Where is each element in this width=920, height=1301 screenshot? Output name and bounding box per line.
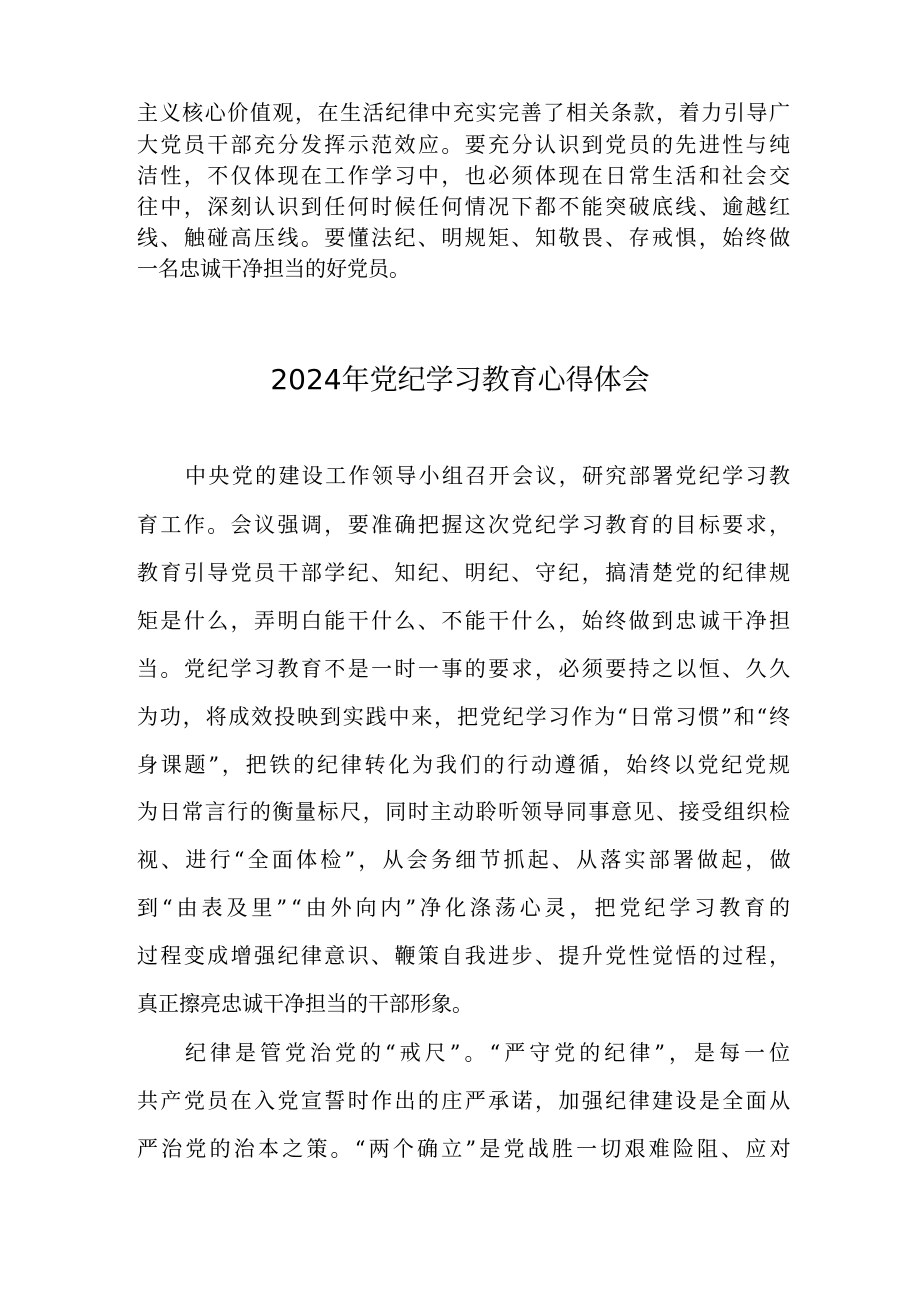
- paragraph-1-line: 身课题”，把铁的纪律转化为我们的行动遵循，始终以党纪党规: [137, 753, 793, 777]
- top-paragraph-line: 一名忠诚干净担当的好党员。: [137, 257, 410, 281]
- paragraph-2-line: 纪律是管党治党的“戒尺”。“严守党的纪律”，是每一位: [185, 1041, 794, 1065]
- paragraph-1-line: 育工作。会议强调，要准确把握这次党纪学习教育的目标要求，: [137, 513, 793, 537]
- paragraph-2-line: 共产党员在入党宣誓时作出的庄严承诺，加强纪律建设是全面从: [137, 1089, 793, 1113]
- paragraph-1-line: 真正擦亮忠诚干净担当的干部形象。: [137, 992, 473, 1016]
- paragraph-1-line: 到“由表及里”“由外向内”净化涤荡心灵，把党纪学习教育的: [137, 896, 794, 920]
- paragraph-1-line: 中央党的建设工作领导小组召开会议，研究部署党纪学习教: [185, 464, 793, 488]
- paragraph-1-line: 为功，将成效投映到实践中来，把党纪学习作为“日常习惯”和“终: [137, 705, 793, 729]
- article-title: 2024年党纪学习教育心得体会: [270, 363, 650, 396]
- paragraph-2-line: 严治党的治本之策。“两个确立”是党战胜一切艰难险阻、应对: [137, 1137, 794, 1161]
- paragraph-1-line: 教育引导党员干部学纪、知纪、明纪、守纪，搞清楚党的纪律规: [137, 561, 793, 585]
- paragraph-1-line: 视、进行“全面体检”，从会务细节抓起、从落实部署做起，做: [137, 848, 794, 872]
- paragraph-1-line: 过程变成增强纪律意识、鞭策自我进步、提升党性觉悟的过程，: [137, 944, 793, 968]
- top-paragraph-line: 主义核心价值观，在生活纪律中充实完善了相关条款，着力引导广: [137, 101, 792, 125]
- top-paragraph-line: 大党员干部充分发挥示范效应。要充分认识到党员的先进性与纯: [137, 133, 793, 157]
- paragraph-1-line: 当。党纪学习教育不是一时一事的要求，必须要持之以恒、久久: [137, 657, 793, 681]
- top-paragraph-line: 线、触碰高压线。要懂法纪、明规矩、知敬畏、存戒惧，始终做: [137, 226, 793, 250]
- paragraph-1-line: 矩是什么，弄明白能干什么、不能干什么，始终做到忠诚干净担: [137, 609, 793, 633]
- top-paragraph-line: 往中，深刻认识到任何时候任何情况下都不能突破底线、逾越红: [137, 195, 793, 219]
- top-paragraph-line: 洁性，不仅体现在工作学习中，也必须体现在日常生活和社会交: [137, 164, 793, 188]
- paragraph-1-line: 为日常言行的衡量标尺，同时主动聆听领导同事意见、接受组织检: [137, 800, 792, 824]
